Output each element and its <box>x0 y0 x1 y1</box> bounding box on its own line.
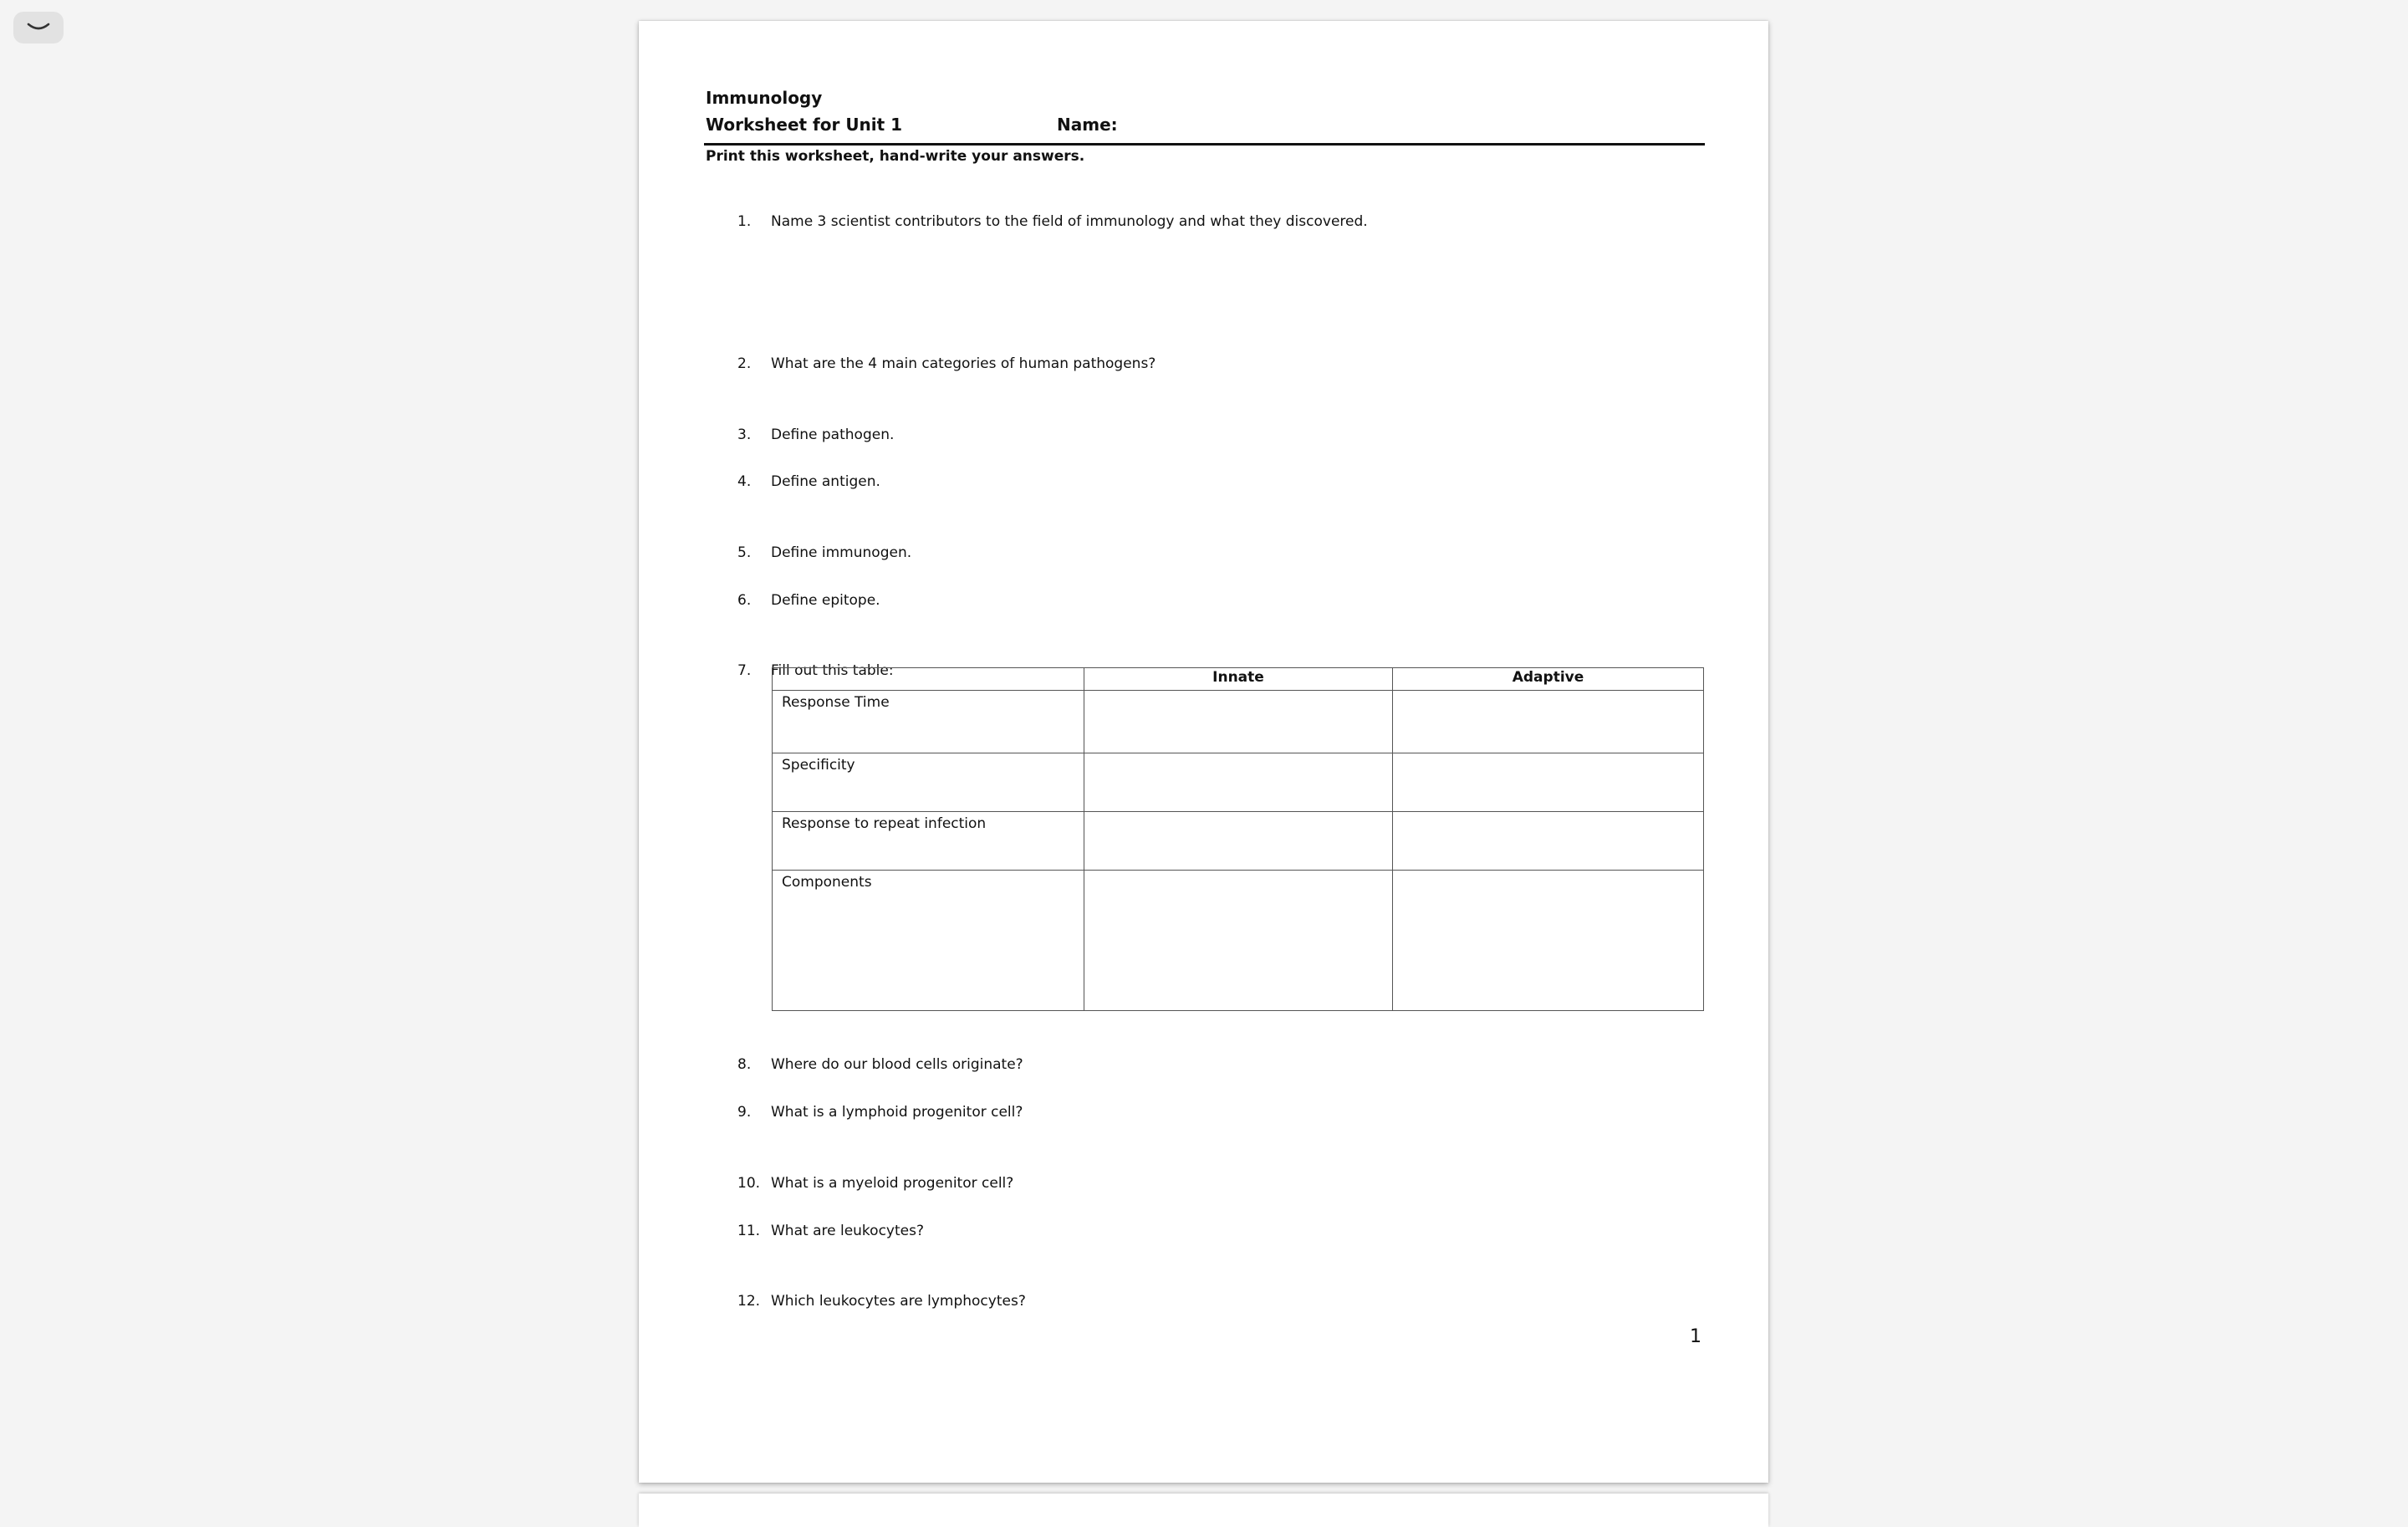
question-text: What are leukocytes? <box>771 1223 924 1239</box>
question-number: 2. <box>737 355 752 372</box>
table-header-row <box>773 668 1704 691</box>
page-number: 1 <box>1690 1326 1701 1347</box>
question-text: What is a myeloid progenitor cell? <box>771 1175 1014 1192</box>
answer-cell <box>1393 691 1704 753</box>
table-row <box>773 753 1704 812</box>
question-text: What is a lymphoid progenitor cell? <box>771 1104 1023 1121</box>
worksheet-title: Worksheet for Unit 1 <box>706 115 903 135</box>
question-item <box>737 544 911 561</box>
question-item <box>737 355 1156 372</box>
question-number: 1. <box>737 213 752 230</box>
answer-cell <box>1084 753 1393 812</box>
table-header-cell: Innate <box>1084 668 1393 691</box>
document-page <box>639 21 1768 1483</box>
answer-cell <box>1084 812 1393 871</box>
question-number: 4. <box>737 473 752 490</box>
table-row <box>773 812 1704 871</box>
question-item <box>737 1175 1013 1192</box>
chevron-down-icon <box>26 22 51 33</box>
innate-adaptive-table <box>772 667 1704 1011</box>
answer-cell <box>1084 691 1393 753</box>
row-label: Specificity <box>773 753 1084 812</box>
question-number: 3. <box>737 426 752 443</box>
question-item <box>737 1293 1026 1310</box>
row-label: Response to repeat infection <box>773 812 1084 871</box>
row-label: Response Time <box>773 691 1084 753</box>
table-row <box>773 691 1704 753</box>
question-item <box>737 1223 924 1239</box>
question-text: Define immunogen. <box>771 544 912 561</box>
table-header-cell: Adaptive <box>1393 668 1704 691</box>
answer-cell <box>1393 812 1704 871</box>
question-item <box>737 592 880 609</box>
question-text: Define pathogen. <box>771 426 895 443</box>
question-text: Name 3 scientist contributors to the field of immunology and what they discovered. <box>771 213 1368 230</box>
question-number: 12. <box>737 1293 761 1310</box>
question-text: Define epitope. <box>771 592 880 609</box>
row-label: Components <box>773 871 1084 1011</box>
question-item <box>737 213 1368 230</box>
name-label: Name: <box>1057 115 1118 135</box>
question-number: 10. <box>737 1175 761 1192</box>
question-number: 9. <box>737 1104 752 1121</box>
question-text: Where do our blood cells originate? <box>771 1056 1023 1073</box>
question-number: 7. <box>737 662 752 679</box>
question-item <box>737 1056 1023 1073</box>
question-item <box>737 473 880 490</box>
question-text: Which leukocytes are lymphocytes? <box>771 1293 1026 1310</box>
answer-cell <box>1393 871 1704 1011</box>
answer-cell <box>1084 871 1393 1011</box>
question-item <box>737 426 894 443</box>
question-number: 11. <box>737 1223 761 1239</box>
sidebar-toggle-button[interactable] <box>13 12 64 43</box>
course-title: Immunology <box>706 88 823 108</box>
instructions: Print this worksheet, hand-write your answers. <box>706 148 1085 165</box>
table-row <box>773 871 1704 1011</box>
question-number: 6. <box>737 592 752 609</box>
question-text: What are the 4 main categories of human pathogens? <box>771 355 1156 372</box>
header-divider <box>704 143 1705 146</box>
question-text: Fill out this table: <box>771 662 894 679</box>
question-number: 5. <box>737 544 752 561</box>
question-item <box>737 1104 1023 1121</box>
table-header-cell <box>773 668 1084 691</box>
answer-cell <box>1393 753 1704 812</box>
question-text: Define antigen. <box>771 473 880 490</box>
question-number: 8. <box>737 1056 752 1073</box>
next-page-edge <box>639 1494 1768 1527</box>
